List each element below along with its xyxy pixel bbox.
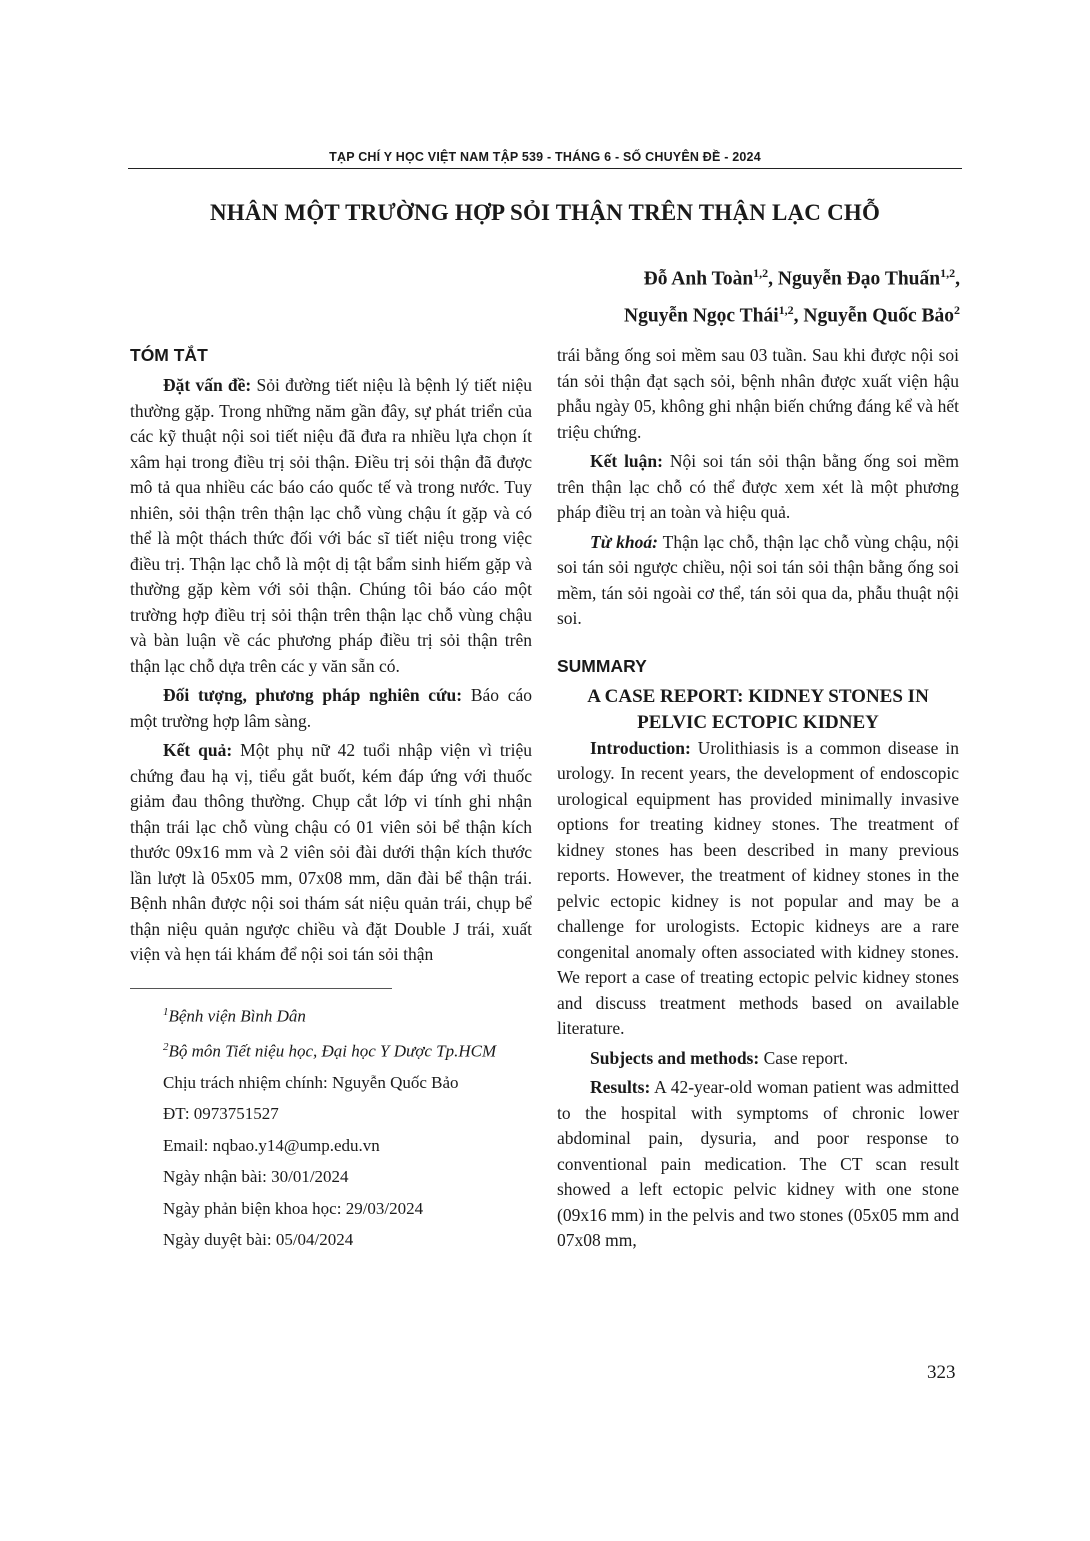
journal-header: TẠP CHÍ Y HỌC VIỆT NAM TẬP 539 - THÁNG 6 - SỐ CHUYÊN ĐỀ - 2024 [128,150,962,169]
vn-results-paragraph [130,738,532,968]
en-methods-label: Subjects and methods: [590,1047,760,1068]
vn-intro-label: Đặt vấn đề: [163,375,252,395]
footnote-affiliation-1 [130,999,532,1030]
author-affil: 1,2 [940,266,956,280]
footnote-email: Email: nqbao.y14@ump.edu.vn [163,1135,380,1155]
vn-conclusion-text: Nội soi tán sỏi thận bằng ống soi mềm trên thận lạc chỗ có thể được xem xét là một phương pháp điều trị an toàn và hiệu quả. [557,451,959,522]
footnote-reviewed-date: Ngày phản biện khoa học: 29/03/2024 [163,1198,424,1218]
author-name: Nguyễn Đạo Thuấn [777,268,941,290]
vn-abstract-heading: TÓM TẮT [130,345,208,365]
author-affil: 1,2 [778,302,794,317]
footnote-divider [130,988,392,989]
footnote-marker: 1 [163,1005,169,1018]
vn-intro-text: Sỏi đường tiết niệu là bệnh lý tiết niệu thường gặp. Trong những năm gần đây, sự phát triển của các kỹ thuật nội soi tiết niệu đã đưa ra nhiều lựa chọn ít xâm hại trong điều trị sỏi thận. Điều trị sỏi thận đã được mô tả qua nhiều các báo cáo quốc tế và trong nước. Tuy nhiên, sỏi thận trên thận lạc chỗ vùng chậu ít gặp và có thể là một thách thức đối với bác sĩ tiết niệu trong việc điều trị. Thận lạc chỗ là một dị tật bẩm sinh hiếm gặp và thường gặp kèm với sỏi thận. Chúng tôi báo cáo một trường hợp điều trị sỏi thận trên thận lạc chỗ vùng chậu và bàn luận về các phương pháp điều trị sỏi thận trên thận lạc chỗ dựa trên các y văn sẵn có. [130,375,533,676]
vn-results-label: Kết quả: [163,740,233,760]
footnote-responsible: Chịu trách nhiệm chính: Nguyễn Quốc Bảo [163,1072,459,1092]
vn-keywords-paragraph [557,530,959,632]
en-results-paragraph [557,1075,959,1254]
article-title: NHÂN MỘT TRƯỜNG HỢP SỎI THẬN TRÊN THẬN LẠC CHỖ [209,200,881,225]
author-affil: 2 [954,302,960,317]
author-name: Nguyễn Ngọc Thái [624,305,779,326]
en-article-title: A CASE REPORT: KIDNEY STONES IN PELVIC ECTOPIC KIDNEY [587,685,929,733]
vn-intro-paragraph [130,373,532,679]
footnote-marker: 2 [163,1040,169,1053]
en-results-text: A 42-year-old woman patient was admitted to the hospital with symptoms of chronic lower abdominal pain, dysuria, and poor response to conventional pain medication. The CT scan result showed a left ectopic pelvic kidney with one stone (09x16 mm) in the pelvis and two stones (05x05 mm and 07x08 mm, [557,1077,959,1250]
left-column [130,343,532,1258]
author-affil: 1,2 [753,266,769,280]
footnote-text: Bộ môn Tiết niệu học, Đại học Y Dược Tp.HCM [168,1041,497,1061]
en-intro-paragraph [557,736,959,1042]
footnote-affiliation-2 [130,1034,532,1065]
footnote-accepted-date: Ngày duyệt bài: 05/04/2024 [163,1230,354,1250]
en-methods-text: Case report. [763,1047,849,1068]
author-name: Đỗ Anh Toàn [643,268,754,290]
en-intro-label: Introduction: [590,737,691,758]
vn-results-continued: trái bằng ống soi mềm sau 03 tuần. Sau khi được nội soi tán sỏi thận đạt sạch sỏi, bệnh nhân được xuất viện hậu phẫu ngày 05, không ghi nhận biến chứng đáng kể và hết triệu chứng. [557,345,959,442]
footnote-received-date: Ngày nhận bài: 30/01/2024 [163,1167,349,1187]
vn-conclusion-label: Kết luận: [590,451,663,471]
author-line-1: Đỗ Anh Toàn$^{1,2}$, Nguyễn Đạo Thuấn$^{1,2}$, [643,266,960,290]
vn-results-text: Một phụ nữ 42 tuổi nhập viện vì triệu chứng đau hạ vị, tiểu gắt buốt, kém đáp ứng với thuốc giảm đau thông thường. Chụp cắt lớp vi tính ghi nhận thận trái lạc chỗ vùng chậu có 01 viên sỏi bể thận kích thước 09x16 mm và 2 viên sỏi đài dưới thận kích thước lần lượt là 05x05 mm, 07x08 mm, dãn đài bể thận trái. Bệnh nhân được nội soi thám sát niệu quản trái, chụp bể thận niệu quản ngược chiều và đặt Double J trái, xuất viện và hẹn tái khám để nội soi tán sỏi thận [130,740,532,964]
author-name: Nguyễn Quốc Bảo [803,305,954,326]
vn-keywords-label: Từ khoá: [590,531,658,552]
vn-conclusion-paragraph [557,449,959,526]
en-methods-paragraph [557,1046,959,1072]
en-results-label: Results: [590,1077,651,1097]
vn-methods-paragraph [130,683,532,734]
author-line-2: Nguyễn Ngọc Thái$^{1,2}$, Nguyễn Quốc Bảo$^2$ [624,302,960,326]
page-number: 323 [927,1362,956,1383]
vn-methods-label: Đối tượng, phương pháp nghiên cứu: [163,685,463,705]
vn-keywords-text: Thận lạc chỗ, thận lạc chỗ vùng chậu, nội soi tán sỏi ngược chiều, nội soi tán sỏi thận bằng ống soi mềm, tán sỏi ngoài cơ thể, tán sỏi qua da, phẫu thuật nội soi. [557,531,960,628]
right-column [557,343,959,1258]
en-summary-heading: SUMMARY [557,655,647,676]
vn-methods-text: Báo cáo một trường hợp lâm sàng. [130,685,533,731]
en-intro-text: Urolithiasis is a common disease in urology. In recent years, the development of endoscopic urological equipment has provided minimally invasive options for treating kidney stones. The treatment of kidney stones has been described in many previous reports. However, the treatment of kidney stones in the pelvic ectopic kidney is not popular and may be a challenge for urologists. Ectopic kidneys are a rare congenital anomaly often associated with kidney stones. We report a case of treating ectopic pelvic kidney stones and discuss treatment methods based on available literature. [557,737,959,1038]
footnote-phone: ĐT: 0973751527 [163,1104,279,1124]
author-list [624,258,960,331]
footnote-text: Bệnh viện Bình Dân [168,1006,306,1026]
